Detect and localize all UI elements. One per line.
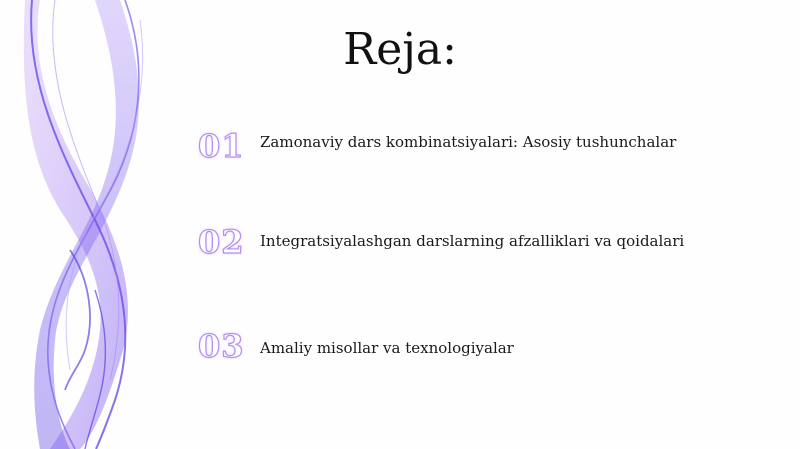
item-number: 01 bbox=[198, 127, 245, 165]
agenda-item bbox=[198, 324, 514, 368]
item-number: 02 bbox=[198, 223, 245, 261]
slide-title: Reja: bbox=[343, 24, 457, 75]
item-text: Integratsiyalashgan darslarning afzalliklari va qoidalari bbox=[260, 232, 685, 250]
purple-smoke-ribbon-decoration bbox=[0, 0, 200, 449]
item-number: 03 bbox=[198, 327, 245, 365]
agenda-item bbox=[198, 124, 676, 168]
item-text: Zamonaviy dars kombinatsiyalari: Asosiy tushunchalar bbox=[260, 133, 677, 151]
agenda-item bbox=[198, 220, 684, 264]
item-text: Amaliy misollar va texnologiyalar bbox=[260, 339, 514, 357]
